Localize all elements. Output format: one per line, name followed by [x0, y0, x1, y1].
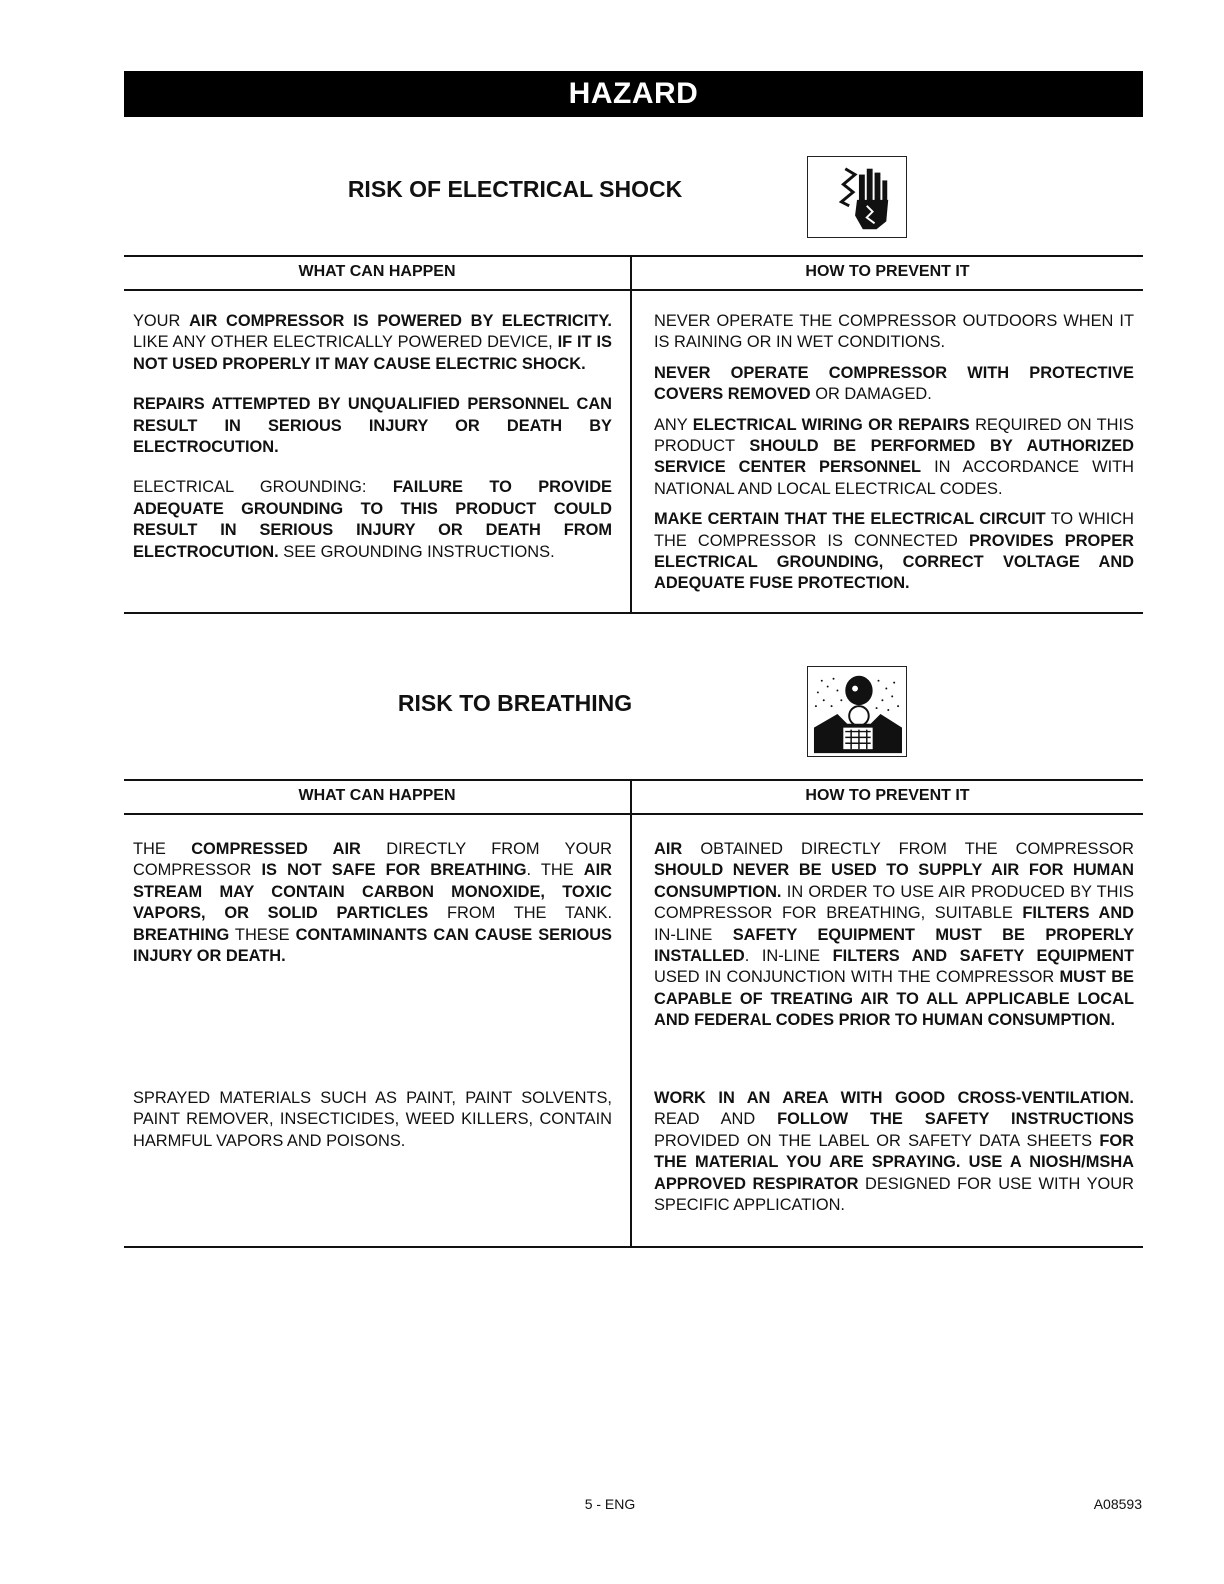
- shock-header-how-to-prevent: HOW TO PREVENT IT: [805, 263, 970, 280]
- breathing-left-para: THE COMPRESSED AIR DIRECTLY FROM YOUR COMPRESSOR IS NOT SAFE FOR BREATHING. THE AIR STREAM MAY CONTAIN CARBON MONOXIDE, TOXIC VAPORS, OR SOLID PARTICLES FROM THE TANK. BREATHING THESE CONTAMINANTS CAN CAUSE SERIOUS INJURY OR DEATH.: [133, 840, 613, 966]
- shock-right-para: NEVER OPERATE COMPRESSOR WITH PROTECTIVE COVERS REMOVED OR DAMAGED.: [654, 363, 1134, 404]
- document-code: A08593: [1093, 1496, 1142, 1512]
- shock-left-para: REPAIRS ATTEMPTED BY UNQUALIFIED PERSONNEL CAN RESULT IN SERIOUS INJURY OR DEATH BY ELECTROCUTION.: [133, 395, 612, 457]
- electric-shock-hand-icon: [807, 156, 907, 238]
- breathing-left-column: [124, 815, 632, 1246]
- hazard-banner: HAZARD: [124, 71, 1143, 117]
- breathing-right-column: [632, 815, 1143, 1246]
- shock-right-para: NEVER OPERATE THE COMPRESSOR OUTDOORS WHEN IT IS RAINING OR IN WET CONDITIONS.: [654, 312, 1134, 352]
- shock-right-column: [632, 291, 1143, 612]
- shock-table: [124, 255, 1143, 614]
- respiratory-hazard-icon: [807, 666, 907, 757]
- breathing-right-para: WORK IN AN AREA WITH GOOD CROSS-VENTILATION. READ AND FOLLOW THE SAFETY INSTRUCTIONS PROVIDED ON THE LABEL OR SAFETY DATA SHEETS FOR THE MATERIAL YOU ARE SPRAYING. USE A NIOSH/MSHA APPROVED RESPIRATOR DESIGNED FOR USE WITH YOUR SPECIFIC APPLICATION.: [654, 1089, 1134, 1215]
- shock-right-para: ANY ELECTRICAL WIRING OR REPAIRS REQUIRED ON THIS PRODUCT SHOULD BE PERFORMED BY AUTHORIZED SERVICE CENTER PERSONNEL IN ACCORDANCE WITH NATIONAL AND LOCAL ELECTRICAL CODES.: [654, 415, 1134, 498]
- breathing-header-what-can-happen: WHAT CAN HAPPEN: [124, 781, 632, 813]
- shock-left-para: YOUR AIR COMPRESSOR IS POWERED BY ELECTRICITY. LIKE ANY OTHER ELECTRICALLY POWERED DEVICE, IF IT IS NOT USED PROPERLY IT MAY CAUSE ELECTRIC SHOCK.: [133, 312, 612, 373]
- shock-left-para: ELECTRICAL GROUNDING: FAILURE TO PROVIDE ADEQUATE GROUNDING TO THIS PRODUCT COULD RESULT IN SERIOUS INJURY OR DEATH FROM ELECTROCUTION. SEE GROUNDING INSTRUCTIONS.: [133, 478, 612, 561]
- shock-left-column: [124, 291, 632, 612]
- breathing-section-title: RISK TO BREATHING: [397, 690, 633, 716]
- shock-right-para: MAKE CERTAIN THAT THE ELECTRICAL CIRCUIT TO WHICH THE COMPRESSOR IS CONNECTED PROVIDES PROPER ELECTRICAL GROUNDING, CORRECT VOLTAGE AND ADEQUATE FUSE PROTECTION.: [654, 510, 1134, 593]
- shock-section-title: RISK OF ELECTRICAL SHOCK: [347, 176, 683, 202]
- breathing-right-para: AIR OBTAINED DIRECTLY FROM THE COMPRESSOR SHOULD NEVER BE USED TO SUPPLY AIR FOR HUMAN CONSUMPTION. IN ORDER TO USE AIR PRODUCED BY THIS COMPRESSOR FOR BREATHING, SUITABLE FILTERS AND IN-LINE SAFETY EQUIPMENT MUST BE PROPERLY INSTALLED. IN-LINE FILTERS AND SAFETY EQUIPMENT USED IN CONJUNCTION WITH THE COMPRESSOR MUST BE CAPABLE OF TREATING AIR TO ALL APPLICABLE LOCAL AND FEDERAL CODES PRIOR TO HUMAN CONSUMPTION.: [654, 840, 1135, 1030]
- breathing-left-para: SPRAYED MATERIALS SUCH AS PAINT, PAINT SOLVENTS, PAINT REMOVER, INSECTICIDES, WEED KILLERS, CONTAIN HARMFUL VAPORS AND POISONS.: [133, 1089, 612, 1150]
- page-number: 5 - ENG: [584, 1496, 636, 1512]
- shock-header-what-can-happen: WHAT CAN HAPPEN: [124, 257, 632, 289]
- breathing-header-how-to-prevent: HOW TO PREVENT IT: [805, 787, 970, 804]
- breathing-table: [124, 779, 1143, 1248]
